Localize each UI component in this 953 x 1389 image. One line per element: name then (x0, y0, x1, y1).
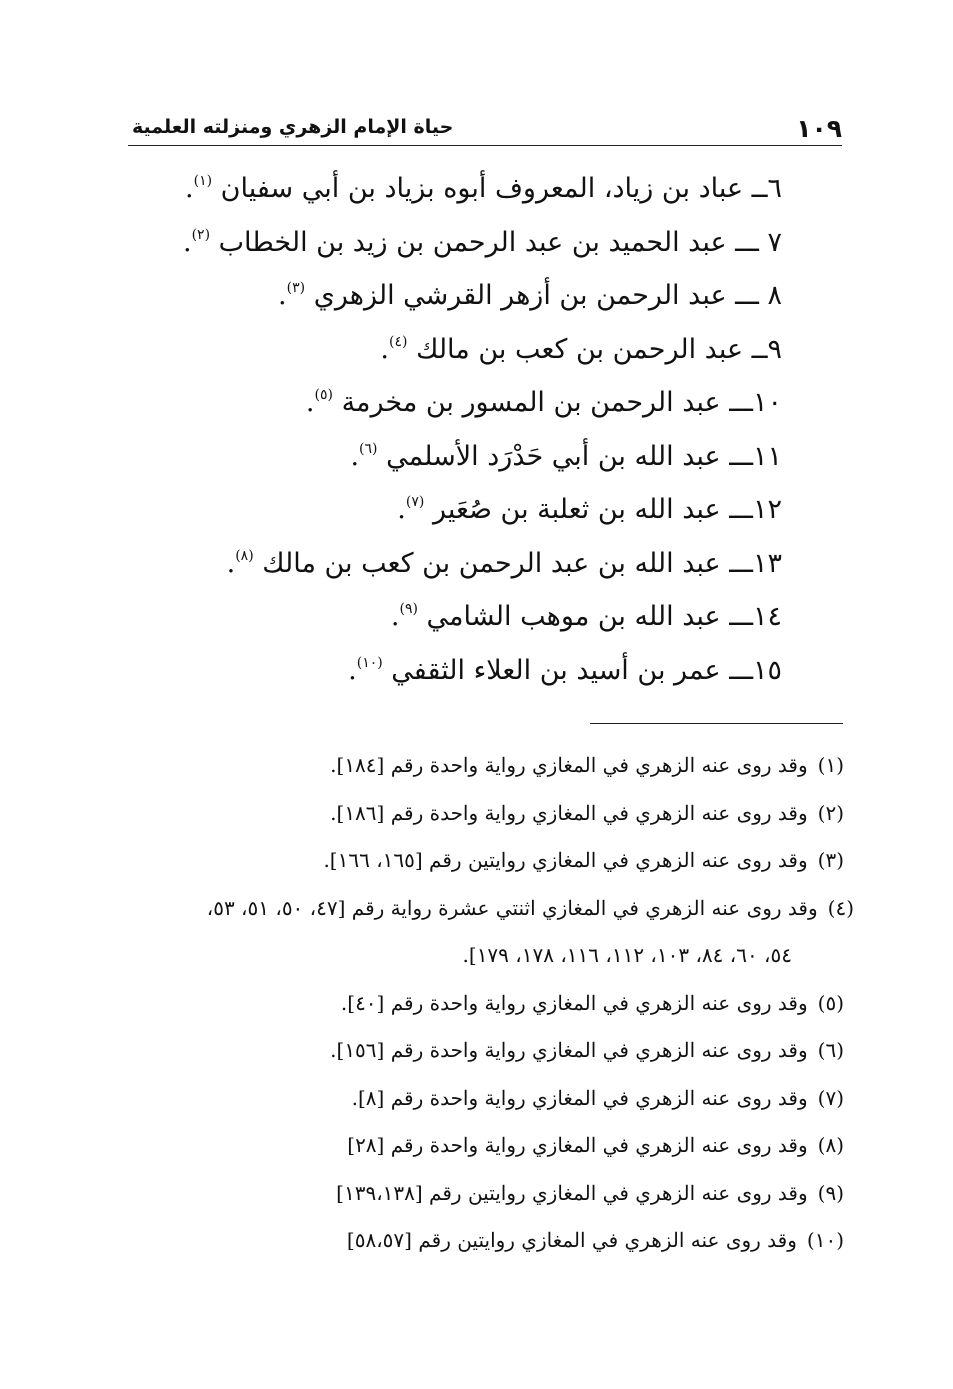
list-item: ١٣ـــ عبد الله بن عبد الرحمن بن كعب بن مالك $^{(٨)}$. (226, 547, 782, 579)
running-title: حياة الإمام الزهري ومنزلته العلمية (132, 116, 454, 138)
page-number: ١٠٩ (796, 114, 842, 143)
footnote-number: (٣) (817, 848, 844, 872)
footnote (128, 790, 844, 838)
footnote-number: (١) (817, 753, 844, 777)
footnote-separator (590, 723, 843, 724)
list-item: ٦ــ عباد بن زياد، المعروف أبوه بزياد بن أبي سفيان $^{(١)}$. (185, 173, 782, 204)
footnote-ref: (٥) (314, 387, 333, 403)
list-item: ٩ــ عبد الرحمن بن كعب بن مالك $^{(٤)}$. (380, 333, 782, 365)
entry-text: ١١ـــ عبد الله بن أبي حَدْرَد الأسلمي (386, 440, 782, 472)
footnote-ref: (٢) (191, 226, 211, 243)
entry-text: ٧ ـــ عبد الحميد بن عبد الرحمن بن زيد بن الخطاب (218, 226, 782, 258)
list-item: ١٥ـــ عمر بن أسيد بن العلاء الثقفي $^{(١٠)}$. (348, 654, 782, 686)
footnote (128, 837, 844, 885)
footnote-line (128, 885, 854, 933)
footnote-text: وقد روى عنه الزهري في المغازي روايتين رقم [١٣٩،١٣٨] (336, 1180, 808, 1205)
footnote-text: وقد روى عنه الزهري في المغازي رواية واحدة رقم [٤٠]. (340, 990, 808, 1015)
list-item: ٨ ـــ عبد الرحمن بن أزهر القرشي الزهري $^{(٣)}$. (278, 280, 782, 311)
footnote-number: (١٠) (806, 1228, 844, 1252)
header-rule (128, 145, 842, 146)
footnote-text: وقد روى عنه الزهري في المغازي رواية واحدة رقم [٨]. (351, 1085, 808, 1110)
footnote (128, 1122, 844, 1170)
footnote (128, 742, 844, 790)
footnote-text: وقد روى عنه الزهري في المغازي رواية واحدة رقم [١٨٦]. (330, 800, 808, 825)
footnote-text-continued: ٥٤، ٦٠، ٨٤، ١٠٣، ١١٢، ١١٦، ١٧٨، ١٧٩]. (462, 943, 792, 967)
footnote (128, 980, 844, 1028)
footnote-ref: (١٠) (356, 654, 383, 671)
entry-text: ٦ــ عباد بن زياد، المعروف أبوه بزياد بن أبي سفيان (220, 173, 782, 204)
entry-text: ١٥ـــ عمر بن أسيد بن العلاء الثقفي (391, 654, 782, 686)
entry-text: ١٢ـــ عبد الله بن ثعلبة بن صُعَير (432, 494, 782, 525)
footnote-ref: (٩) (399, 601, 418, 617)
list-item: ١٢ـــ عبد الله بن ثعلبة بن صُعَير $^{(٧)}$. (397, 494, 782, 525)
footnote-text: وقد روى عنه الزهري في المغازي روايتين رقم [٥٨،٥٧] (346, 1228, 797, 1252)
entry-text: ١٤ـــ عبد الله بن موهب الشامي (426, 601, 782, 632)
footnote-ref: (٨) (235, 547, 254, 564)
footnote-number: (٧) (817, 1085, 844, 1110)
footnote-ref: (٧) (405, 494, 425, 510)
footnote-number: (٨) (817, 1133, 844, 1157)
footnote-text: وقد روى عنه الزهري في المغازي رواية واحدة رقم [١٨٤]. (330, 753, 808, 777)
footnote (128, 885, 854, 980)
entry-text: ٨ ـــ عبد الرحمن بن أزهر القرشي الزهري (313, 280, 782, 311)
list-item: ١٠ـــ عبد الرحمن بن المسور بن مخرمة $^{(٥)}$. (305, 387, 782, 418)
footnote-text: وقد روى عنه الزهري في المغازي رواية واحدة رقم [٢٨] (347, 1133, 808, 1157)
entry-text: ١٣ـــ عبد الله بن عبد الرحمن بن كعب بن مالك (262, 547, 782, 579)
list-item: ٧ ـــ عبد الحميد بن عبد الرحمن بن زيد بن الخطاب $^{(٢)}$. (182, 226, 782, 258)
footnote (128, 1217, 844, 1265)
list-item: ١٤ـــ عبد الله بن موهب الشامي $^{(٩)}$. (390, 601, 782, 632)
entry-text: ٩ــ عبد الرحمن بن كعب بن مالك (416, 333, 782, 365)
footnote (128, 1170, 844, 1218)
footnote-ref: (٦) (359, 440, 378, 457)
footnote-number: (٩) (817, 1180, 844, 1205)
entry-text: ١٠ـــ عبد الرحمن بن المسور بن مخرمة (341, 387, 782, 418)
footnote-line (128, 932, 792, 980)
page-header (128, 108, 842, 144)
footnote-number: (٢) (817, 800, 844, 825)
footnote-text: وقد روى عنه الزهري في المغازي رواية واحدة رقم [١٥٦]. (330, 1038, 808, 1062)
list-item: ١١ـــ عبد الله بن أبي حَدْرَد الأسلمي $^{(٦)}$. (350, 440, 782, 472)
footnote (128, 1075, 844, 1123)
footnote-number: (٦) (817, 1038, 844, 1062)
footnote-ref: (٤) (389, 333, 408, 350)
footnote-number: (٥) (817, 990, 844, 1015)
footnote-text: وقد روى عنه الزهري في المغازي روايتين رقم [١٦٥، ١٦٦]. (323, 848, 808, 872)
footnote-ref: (١) (193, 173, 213, 189)
narrator-list (182, 156, 782, 691)
footnote (128, 1027, 844, 1075)
footnote-text: وقد روى عنه الزهري في المغازي اثنتي عشرة رواية رقم [٤٧، ٥٠، ٥١، ٥٣، (206, 895, 818, 920)
footnotes (128, 742, 854, 1265)
footnote-number: (٤) (827, 895, 854, 920)
footnote-ref: (٣) (286, 280, 306, 296)
